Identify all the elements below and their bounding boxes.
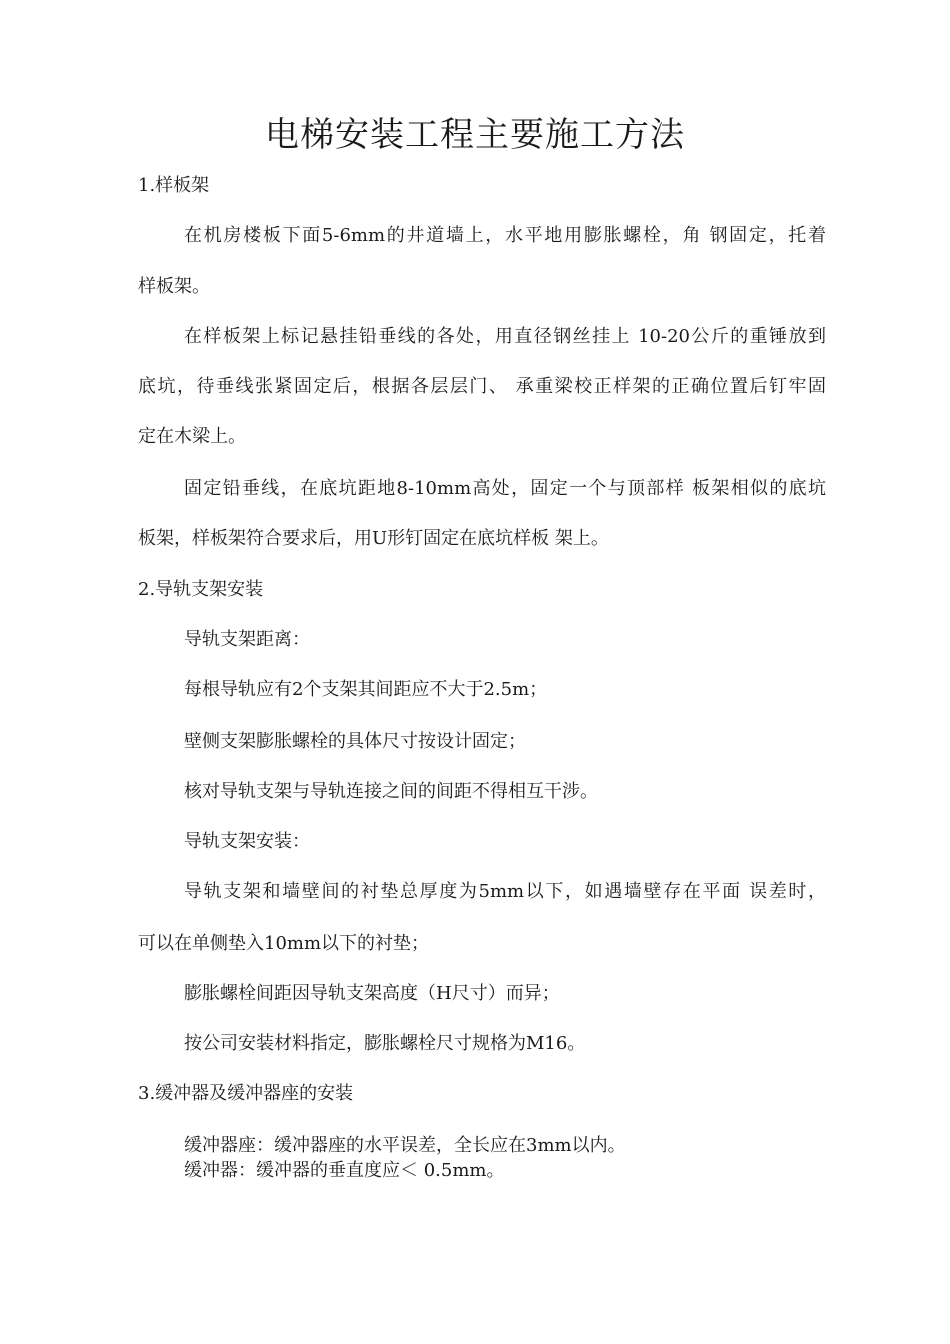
paragraph-line: 定在木梁上。 <box>138 426 246 447</box>
page-title: 电梯安装工程主要施工方法 <box>265 115 685 155</box>
section-heading: 1.样板架 <box>138 175 210 196</box>
paragraph-line: 底坑，待垂线张紧固定后，根据各层层门、 承重梁校正样架的正确位置后钉牢固 <box>138 376 826 397</box>
paragraph-line: 在样板架上标记悬挂铅垂线的各处，用直径钢丝挂上 10-20公斤的重锤放到 <box>184 326 826 347</box>
paragraph-line: 样板架。 <box>138 276 210 297</box>
paragraph-line: 缓冲器：缓冲器的垂直度应＜ 0.5mm。 <box>184 1160 505 1181</box>
paragraph-line: 固定铅垂线，在底坑距地8-10mm高处，固定一个与顶部样 板架相似的底坑 <box>184 478 826 499</box>
paragraph-line: 核对导轨支架与导轨连接之间的间距不得相互干涉。 <box>184 781 598 802</box>
paragraph-line: 每根导轨应有2个支架其间距应不大于2.5m； <box>184 679 548 700</box>
paragraph-line: 可以在单侧垫入10mm以下的衬垫； <box>138 933 430 954</box>
paragraph-line: 缓冲器座：缓冲器座的水平误差，全长应在3mm以内。 <box>184 1135 626 1156</box>
section-heading: 3.缓冲器及缓冲器座的安装 <box>138 1083 354 1104</box>
paragraph-line: 在机房楼板下面5-6mm的井道墙上，水平地用膨胀螺栓，角 钢固定，托着 <box>184 225 826 246</box>
paragraph-line: 壁侧支架膨胀螺栓的具体尺寸按设计固定； <box>184 731 526 752</box>
paragraph-line: 导轨支架距离： <box>184 629 310 650</box>
paragraph-line: 板架，样板架符合要求后，用U形钉固定在底坑样板 架上。 <box>138 528 609 549</box>
paragraph-line: 导轨支架安装： <box>184 831 310 852</box>
paragraph-line: 导轨支架和墙壁间的衬垫总厚度为5mm以下，如遇墙壁存在平面 误差时， <box>184 881 826 902</box>
paragraph-line: 按公司安装材料指定，膨胀螺栓尺寸规格为M16。 <box>184 1033 586 1054</box>
paragraph-line: 膨胀螺栓间距因导轨支架高度（H尺寸）而异； <box>184 983 560 1004</box>
section-heading: 2.导轨支架安装 <box>138 579 264 600</box>
